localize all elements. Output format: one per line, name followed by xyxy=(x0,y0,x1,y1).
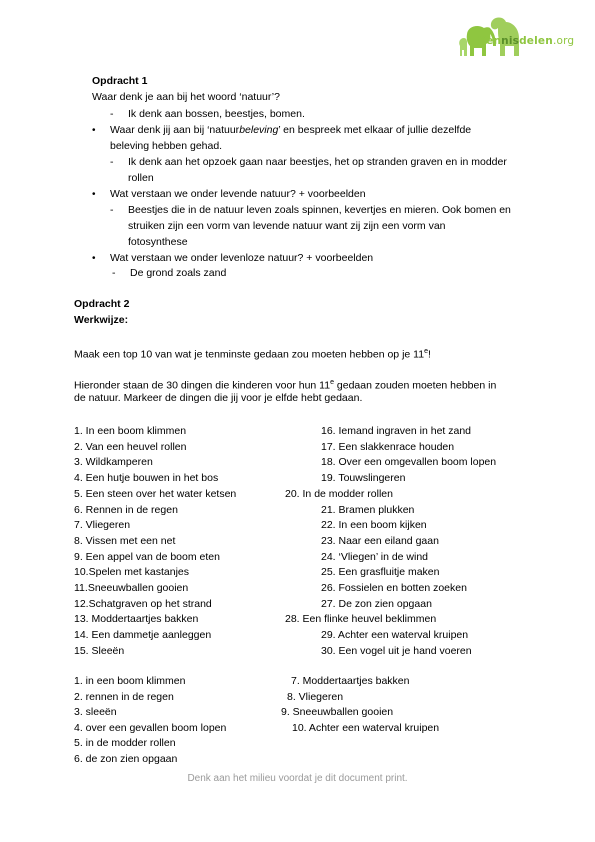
answer-4: De grond zoals zand xyxy=(130,267,227,279)
list-item: 4. Een hutje bouwen in het bos xyxy=(74,472,219,485)
top10-item: 9. Sneeuwballen gooien xyxy=(281,706,394,719)
top10-item: 10. Achter een waterval kruipen xyxy=(292,721,440,734)
list-item: 12.Schatgraven op het strand xyxy=(74,597,212,610)
opdracht2-intro: Maak een top 10 van wat je tenminste gedaan zou moeten hebben op je 11e! xyxy=(74,348,431,361)
dash-marker: - xyxy=(110,108,114,120)
logo-part-ken: Ken xyxy=(478,35,502,47)
list-item: 17. Een slakkenrace houden xyxy=(321,440,455,453)
list-item: 11.Sneeuwballen gooien xyxy=(74,582,189,594)
top10-item: 6. de zon zien opgaan xyxy=(74,753,178,765)
footer-note: Denk aan het milieu voordat je dit document print. xyxy=(187,773,408,784)
opdracht2-description-continued: de natuur. Markeer de dingen die jij voor je elfde hebt gedaan. xyxy=(74,392,363,404)
question-3: Wat verstaan we onder levende natuur? + voorbeelden xyxy=(110,188,366,200)
list-item: 24. ‘Vliegen’ in de wind xyxy=(321,550,429,563)
list-item: 27. De zon zien opgaan xyxy=(321,597,432,610)
list-item: 16. Iemand ingraven in het zand xyxy=(321,425,472,437)
list-item: 18. Over een omgevallen boom lopen xyxy=(321,456,497,469)
top10-item: 5. in de modder rollen xyxy=(74,737,176,750)
list-item: 7. Vliegeren xyxy=(74,519,131,532)
list-item: 5. Een steen over het water ketsen xyxy=(74,487,237,500)
top10-item: 8. Vliegeren xyxy=(287,690,344,703)
list-item: 6. Rennen in de regen xyxy=(74,503,178,516)
opdracht2-subtitle: Werkwijze: xyxy=(74,314,129,326)
list-item: 9. Een appel van de boom eten xyxy=(74,550,220,563)
logo-part-nis: nis xyxy=(501,35,520,47)
top10-item: 4. over een gevallen boom lopen xyxy=(74,721,227,734)
answer-3: Beestjes die in de natuur leven zoals spinnen, kevertjes en mieren. Ook bomen en xyxy=(128,204,511,216)
list-item: 10.Spelen met kastanjes xyxy=(74,566,189,579)
list-item: 29. Achter een waterval kruipen xyxy=(321,629,469,642)
top10-item: 1. in een boom klimmen xyxy=(74,675,186,687)
question-4: Wat verstaan we onder levenloze natuur? + voorbeelden xyxy=(110,252,374,264)
logo-part-delen: delen xyxy=(519,35,553,47)
list-item: 25. Een grasfluitje maken xyxy=(321,566,440,579)
bullet-marker: • xyxy=(92,253,96,264)
site-logo[interactable] xyxy=(478,35,574,47)
question-2-continued: beleving hebben gehad. xyxy=(110,140,223,152)
dash-marker: - xyxy=(110,204,114,216)
top10-item: 7. Moddertaartjes bakken xyxy=(291,675,410,687)
list-item: 3. Wildkamperen xyxy=(74,456,153,469)
list-item: 21. Bramen plukken xyxy=(321,503,415,516)
list-item: 22. In een boom kijken xyxy=(321,519,427,532)
question-2: Waar denk jij aan bij ‘natuurbeleving’ en bespreek met elkaar of jullie dezelfde xyxy=(110,124,472,136)
bullet-marker: • xyxy=(92,125,96,136)
list-item: 8. Vissen met een net xyxy=(74,534,176,547)
opdracht2-description: Hieronder staan de 30 dingen die kinderen voor hun 11e gedaan zouden moeten hebben in xyxy=(74,379,497,392)
bullet-marker: • xyxy=(92,189,96,200)
dash-marker: - xyxy=(110,156,114,168)
list-item: 14. Een dammetje aanleggen xyxy=(74,629,212,642)
list-item: 30. Een vogel uit je hand voeren xyxy=(321,644,472,657)
list-item: 19. Touwslingeren xyxy=(321,472,406,485)
answer-1: Ik denk aan bossen, beestjes, bomen. xyxy=(128,108,305,120)
logo-part-org: .org xyxy=(552,35,575,47)
answer-2-continued: rollen xyxy=(128,172,154,184)
list-item: 26. Fossielen en botten zoeken xyxy=(321,582,467,594)
list-item: 28. Een flinke heuvel beklimmen xyxy=(285,613,437,626)
list-item: 20. In de modder rollen xyxy=(285,487,393,500)
list-item: 23. Naar een eiland gaan xyxy=(321,534,439,547)
answer-2: Ik denk aan het opzoek gaan naar beestjes, het op stranden graven en in modder xyxy=(128,156,507,168)
opdracht1-title: Opdracht 1 xyxy=(92,75,148,87)
list-item: 2. Van een heuvel rollen xyxy=(74,440,187,453)
list-item: 15. Sleeën xyxy=(74,644,125,657)
list-item: 1. In een boom klimmen xyxy=(74,425,187,437)
list-item: 13. Moddertaartjes bakken xyxy=(74,613,199,626)
answer-3-continued: struiken zijn een vorm van levende natuur want zij zijn een vorm van xyxy=(128,220,446,232)
opdracht2-title: Opdracht 2 xyxy=(74,298,130,310)
top10-item: 2. rennen in de regen xyxy=(74,690,174,703)
top10-item: 3. sleeën xyxy=(74,706,117,719)
dash-marker: - xyxy=(112,267,116,279)
answer-3-continued: fotosynthese xyxy=(128,236,188,248)
question-1: Waar denk je aan bij het woord ‘natuur’? xyxy=(92,91,280,103)
